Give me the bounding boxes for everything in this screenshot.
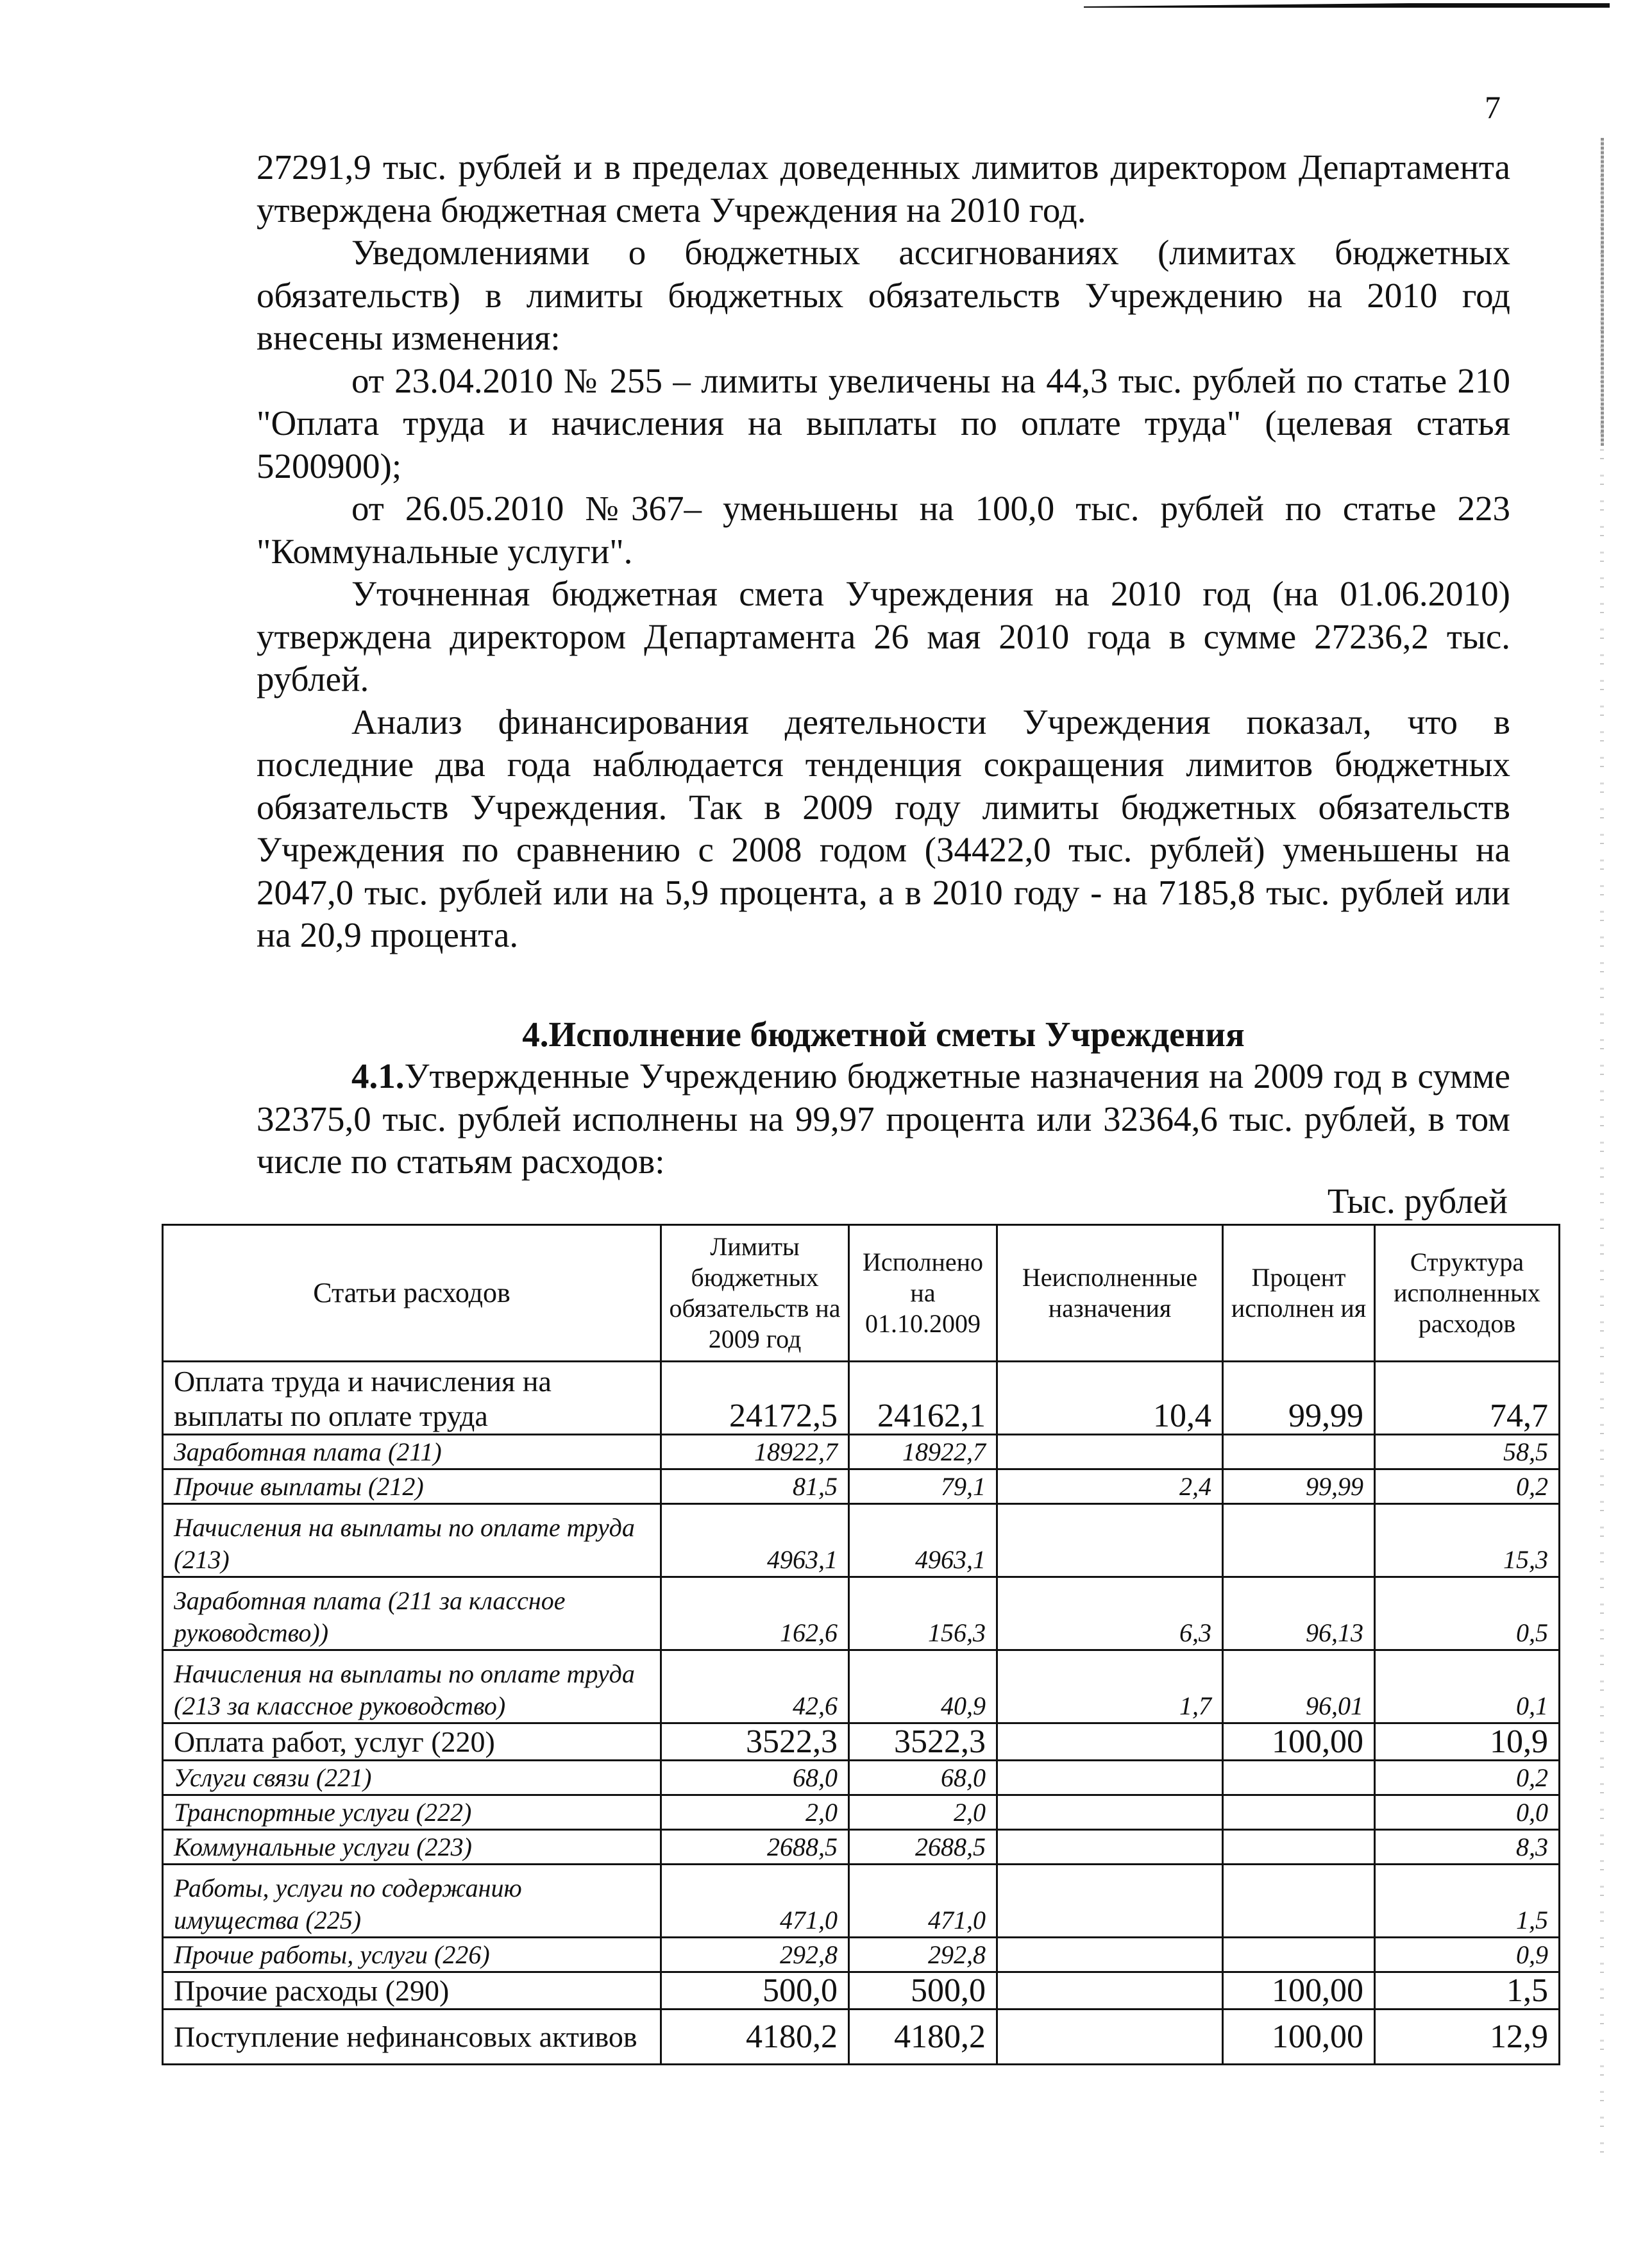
cell-percent: [1223, 1938, 1375, 1972]
row-label-cell: Поступление нефинансовых активов: [163, 2010, 661, 2065]
cell-percent: 100,00: [1223, 1972, 1375, 2010]
cell-limit: 471,0: [661, 1865, 849, 1938]
paragraph: 27291,9 тыс. рублей и в пределах доведенных лимитов директором Департамента утверждена бюджетная смета Учреждения на 2010 год.: [257, 148, 1510, 230]
cell-executed: 4963,1: [849, 1504, 997, 1577]
cell-unexecuted: 10,4: [997, 1362, 1223, 1435]
cell-limit: 2,0: [661, 1795, 849, 1830]
cell-limit: 4963,1: [661, 1504, 849, 1577]
cell-structure: 0,1: [1375, 1650, 1560, 1723]
cell-limit: 18922,7: [661, 1435, 849, 1469]
cell-unexecuted: [997, 1435, 1223, 1469]
row-label-cell: Прочие расходы (290): [163, 1972, 661, 2010]
table-row: [163, 1435, 1560, 1469]
cell-structure: 0,2: [1375, 1761, 1560, 1795]
row-label-cell: Оплата труда и начисления на выплаты по оплате труда: [163, 1362, 661, 1435]
cell-unexecuted: [997, 1938, 1223, 1972]
budget-execution-table: [162, 1224, 1560, 2065]
cell-percent: [1223, 1504, 1375, 1577]
cell-structure: 15,3: [1375, 1504, 1560, 1577]
paragraph: от 23.04.2010 № 255 – лимиты увеличены на 44,3 тыс. рублей по статье 210 "Оплата труда и начисления на выплаты по оплате труда" (целевая статья 5200900);: [257, 360, 1510, 486]
cell-structure: 1,5: [1375, 1865, 1560, 1938]
row-label-cell: Заработная плата (211 за классное руководство)): [163, 1577, 661, 1650]
column-header: Лимиты бюджетных обязательств на 2009 год: [661, 1225, 849, 1362]
cell-unexecuted: [997, 1723, 1223, 1761]
cell-limit: 4180,2: [661, 2010, 849, 2065]
cell-percent: [1223, 1761, 1375, 1795]
cell-percent: [1223, 1795, 1375, 1830]
subsection-text: [257, 1055, 1510, 1183]
cell-limit: 292,8: [661, 1938, 849, 1972]
units-label: Тыс. рублей: [1327, 1181, 1508, 1221]
cell-structure: 10,9: [1375, 1723, 1560, 1761]
table-row: [163, 2010, 1560, 2065]
table-row: [163, 1865, 1560, 1938]
table-row: [163, 1795, 1560, 1830]
cell-executed: 2,0: [849, 1795, 997, 1830]
cell-structure: 0,0: [1375, 1795, 1560, 1830]
cell-limit: 42,6: [661, 1650, 849, 1723]
cell-structure: 12,9: [1375, 2010, 1560, 2065]
section-heading: 4.Исполнение бюджетной сметы Учреждения: [522, 1015, 1245, 1054]
cell-unexecuted: [997, 1504, 1223, 1577]
row-label-cell: Прочие работы, услуги (226): [163, 1938, 661, 1972]
column-header: Структура исполненных расходов: [1375, 1225, 1560, 1362]
cell-unexecuted: 6,3: [997, 1577, 1223, 1650]
column-header: Неисполненные назначения: [997, 1225, 1223, 1362]
cell-structure: 0,9: [1375, 1938, 1560, 1972]
row-label-cell: Прочие выплаты (212): [163, 1469, 661, 1504]
cell-executed: 500,0: [849, 1972, 997, 2010]
table-row: [163, 1504, 1560, 1577]
column-header: Статьи расходов: [163, 1225, 661, 1362]
cell-unexecuted: [997, 1761, 1223, 1795]
cell-percent: 99,99: [1223, 1362, 1375, 1435]
cell-percent: [1223, 1830, 1375, 1865]
cell-unexecuted: [997, 1830, 1223, 1865]
table-row: [163, 1972, 1560, 2010]
table-row: [163, 1469, 1560, 1504]
cell-executed: 18922,7: [849, 1435, 997, 1469]
scan-edge-artifact: [1600, 167, 1604, 2155]
row-label-cell: Начисления на выплаты по оплате труда (213): [163, 1504, 661, 1577]
row-label-cell: Услуги связи (221): [163, 1761, 661, 1795]
cell-unexecuted: 2,4: [997, 1469, 1223, 1504]
page-number: 7: [1485, 89, 1501, 125]
table-row: [163, 1938, 1560, 1972]
row-label-cell: Оплата работ, услуг (220): [163, 1723, 661, 1761]
cell-unexecuted: 1,7: [997, 1650, 1223, 1723]
cell-structure: 0,5: [1375, 1577, 1560, 1650]
table-row: [163, 1650, 1560, 1723]
cell-percent: 96,01: [1223, 1650, 1375, 1723]
subsection-number: 4.1.: [351, 1056, 405, 1096]
table-row: [163, 1830, 1560, 1865]
row-label-cell: Начисления на выплаты по оплате труда (213 за классное руководство): [163, 1650, 661, 1723]
cell-unexecuted: [997, 1972, 1223, 2010]
paragraph: Уточненная бюджетная смета Учреждения на 2010 год (на 01.06.2010) утверждена директором Департамента 26 мая 2010 года в сумме 27236,2 тыс. рублей.: [257, 574, 1510, 698]
cell-percent: [1223, 1435, 1375, 1469]
row-label-cell: Коммунальные услуги (223): [163, 1830, 661, 1865]
cell-executed: 68,0: [849, 1761, 997, 1795]
intro-text: [257, 146, 1510, 957]
cell-unexecuted: [997, 2010, 1223, 2065]
cell-limit: 3522,3: [661, 1723, 849, 1761]
table-row: [163, 1761, 1560, 1795]
cell-executed: 40,9: [849, 1650, 997, 1723]
cell-percent: 99,99: [1223, 1469, 1375, 1504]
cell-percent: 100,00: [1223, 1723, 1375, 1761]
cell-limit: 500,0: [661, 1972, 849, 2010]
cell-structure: 1,5: [1375, 1972, 1560, 2010]
cell-executed: 156,3: [849, 1577, 997, 1650]
cell-percent: 100,00: [1223, 2010, 1375, 2065]
cell-unexecuted: [997, 1795, 1223, 1830]
cell-executed: 3522,3: [849, 1723, 997, 1761]
cell-percent: [1223, 1865, 1375, 1938]
cell-structure: 8,3: [1375, 1830, 1560, 1865]
column-header: Исполнено на 01.10.2009: [849, 1225, 997, 1362]
cell-limit: 2688,5: [661, 1830, 849, 1865]
scan-top-border: [1084, 1, 1610, 8]
row-label-cell: Заработная плата (211): [163, 1435, 661, 1469]
cell-unexecuted: [997, 1865, 1223, 1938]
cell-executed: 24162,1: [849, 1362, 997, 1435]
cell-structure: 58,5: [1375, 1435, 1560, 1469]
cell-limit: 24172,5: [661, 1362, 849, 1435]
cell-structure: 0,2: [1375, 1469, 1560, 1504]
cell-limit: 81,5: [661, 1469, 849, 1504]
row-label-cell: Транспортные услуги (222): [163, 1795, 661, 1830]
cell-limit: 162,6: [661, 1577, 849, 1650]
cell-executed: 292,8: [849, 1938, 997, 1972]
table-header-row: [163, 1225, 1560, 1362]
paragraph: Уведомлениями о бюджетных ассигнованиях (лимитах бюджетных обязательств) в лимиты бюджетных обязательств Учреждению на 2010 год внесены изменения:: [257, 233, 1510, 357]
table-row: [163, 1577, 1560, 1650]
cell-executed: 79,1: [849, 1469, 997, 1504]
cell-structure: 74,7: [1375, 1362, 1560, 1435]
cell-executed: 471,0: [849, 1865, 997, 1938]
cell-executed: 4180,2: [849, 2010, 997, 2065]
row-label-cell: Работы, услуги по содержанию имущества (225): [163, 1865, 661, 1938]
cell-limit: 68,0: [661, 1761, 849, 1795]
cell-executed: 2688,5: [849, 1830, 997, 1865]
subsection-body: Утвержденные Учреждению бюджетные назначения на 2009 год в сумме 32375,0 тыс. рублей исполнены на 99,97 процента или 32364,6 тыс. рублей, в том числе по статьям расходов:: [257, 1056, 1510, 1181]
column-header: Процент исполнен ия: [1223, 1225, 1375, 1362]
cell-percent: 96,13: [1223, 1577, 1375, 1650]
paragraph: Анализ финансирования деятельности Учреждения показал, что в последние два года наблюдается тенденция сокращения лимитов бюджетных обязательств Учреждения. Так в 2009 году лимиты бюджетных обязательств Учреждения по сравнению с 2008 годом (34422,0 тыс. рублей) уменьшены на 2047,0 тыс. рублей или на 5,9 процента, а в 2010 году - на 7185,8 тыс. рублей или на 20,9 процента.: [257, 702, 1510, 954]
table-row: [163, 1723, 1560, 1761]
paragraph: от 26.05.2010 №367– уменьшены на 100,0 тыс. рублей по статье 223 "Коммунальные услуги".: [257, 489, 1510, 571]
table-row: [163, 1362, 1560, 1435]
